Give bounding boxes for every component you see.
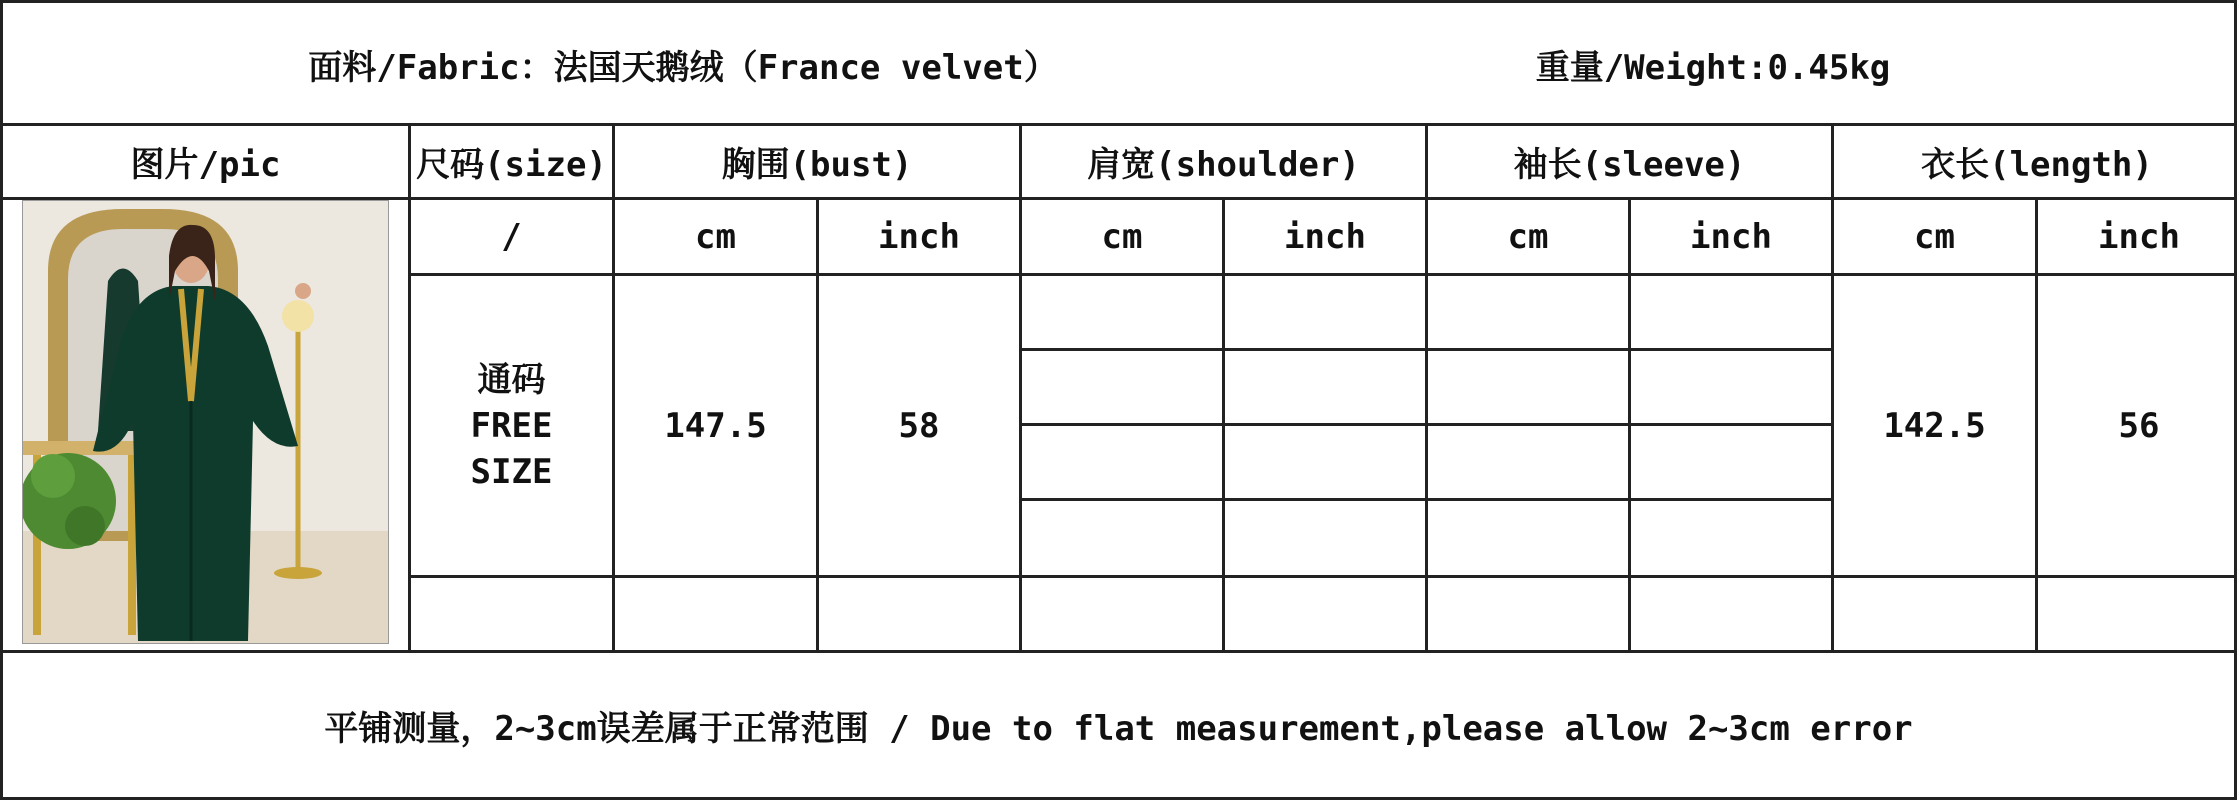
product-photo (22, 200, 389, 644)
header-length: 衣长(length) (1921, 145, 2153, 185)
unit-shoulder-cm: cm (1101, 216, 1143, 257)
lamp-bulb (282, 300, 314, 332)
header-size: 尺码(size) (416, 145, 607, 185)
size-line: FREE (470, 405, 553, 446)
model-hand (295, 283, 311, 299)
fabric-info: 面料/Fabric：法国天鹅绒（France velvet） (308, 48, 1058, 88)
unit-size: / (501, 216, 522, 257)
grid-line (408, 575, 2237, 578)
plant-leaf (31, 454, 75, 498)
bust-inch-value: 58 (898, 405, 940, 446)
length-inch-value: 56 (2118, 405, 2160, 446)
side-table (23, 441, 148, 455)
header-pic: 图片/pic (130, 145, 281, 185)
unit-sleeve-cm: cm (1507, 216, 1549, 257)
lamp-base (274, 567, 322, 579)
size-line: SIZE (470, 451, 553, 492)
weight-info: 重量/Weight:0.45kg (1535, 48, 1891, 88)
bust-cm-value: 147.5 (664, 405, 767, 446)
size-line: 通码 (477, 359, 546, 400)
plant-leaf (65, 506, 105, 546)
header-shoulder: 肩宽(shoulder) (1087, 145, 1360, 185)
unit-shoulder-inch: inch (1284, 216, 1366, 257)
header-sleeve: 袖长(sleeve) (1513, 145, 1746, 185)
unit-bust-inch: inch (878, 216, 960, 257)
header-bust: 胸围(bust) (721, 145, 913, 185)
size-value (411, 276, 612, 575)
unit-length-cm: cm (1914, 216, 1955, 257)
unit-bust-cm: cm (695, 216, 736, 257)
unit-length-inch: inch (2098, 216, 2180, 257)
unit-sleeve-inch: inch (1690, 216, 1772, 257)
length-cm-value: 142.5 (1883, 405, 1986, 446)
measurement-note: 平铺测量，2~3cm误差属于正常范围 / Due to flat measurement,please allow 2~3cm error (324, 709, 1913, 749)
product-illustration (23, 201, 388, 643)
